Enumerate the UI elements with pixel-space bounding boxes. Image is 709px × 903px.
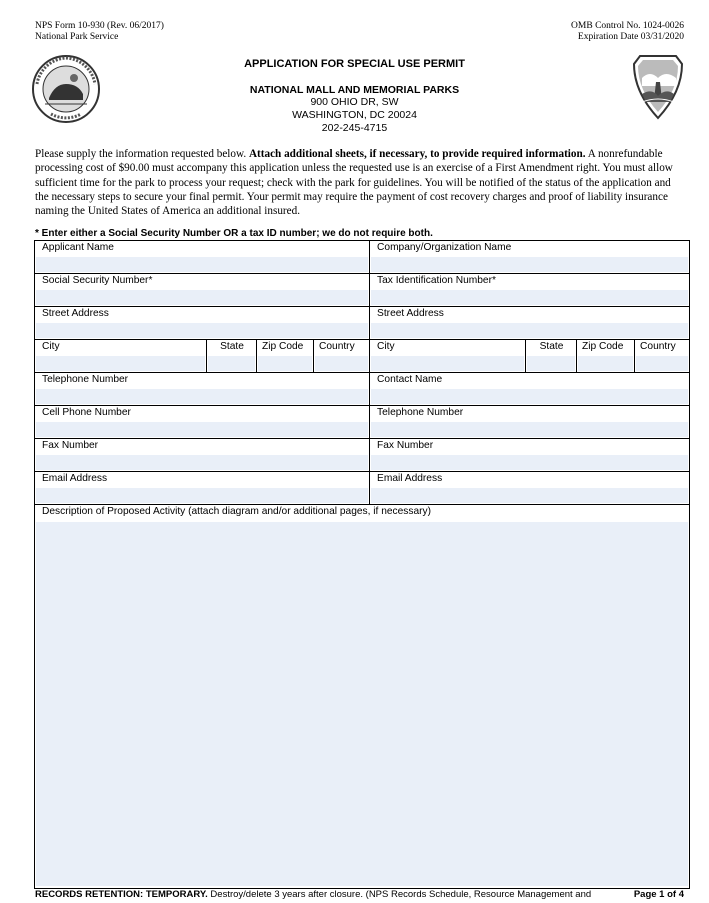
zip-right-input[interactable] <box>578 356 633 371</box>
street-left-cell <box>35 307 370 340</box>
company-name-cell <box>370 241 690 274</box>
form-id-block <box>35 21 164 43</box>
fax-left-input[interactable] <box>36 455 368 470</box>
ssn-cell <box>35 274 370 307</box>
city-right-label: City <box>377 341 395 352</box>
omb-block <box>571 21 684 43</box>
park-street: 900 OHIO DR, SW <box>310 96 399 108</box>
email-right-label: Email Address <box>377 473 443 484</box>
city-right-input[interactable] <box>371 356 524 371</box>
retention-bold: RECORDS RETENTION: TEMPORARY. <box>35 889 208 900</box>
telephone-left-input[interactable] <box>36 389 368 404</box>
ssn-label: Social Security Number* <box>42 275 153 286</box>
form-number: NPS Form 10-930 (Rev. 06/2017) <box>35 21 164 31</box>
omb-control-number: OMB Control No. 1024-0026 <box>571 21 684 31</box>
contact-name-cell <box>370 373 690 406</box>
city-right-cell <box>370 340 526 373</box>
telephone-right-input[interactable] <box>371 422 688 437</box>
page-title: APPLICATION FOR SPECIAL USE PERMIT <box>244 58 465 70</box>
agency-name: National Park Service <box>35 32 119 42</box>
zip-left-cell <box>257 340 314 373</box>
retention-text: Destroy/delete 3 years after closure. (NPS Records Schedule, Resource Management and <box>207 889 592 900</box>
zip-left-label: Zip Code <box>262 341 304 352</box>
country-left-cell <box>314 340 370 373</box>
expiration-date: Expiration Date 03/31/2020 <box>577 32 684 42</box>
street-right-cell <box>370 307 690 340</box>
application-form-table <box>34 240 690 889</box>
description-label: Description of Proposed Activity (attach diagram and/or additional pages, if necessary) <box>42 506 432 517</box>
fax-left-label: Fax Number <box>42 440 99 451</box>
country-left-label: Country <box>319 341 355 352</box>
zip-right-label: Zip Code <box>582 341 624 352</box>
email-right-input[interactable] <box>371 488 688 503</box>
country-right-label: Country <box>640 341 676 352</box>
state-left-label: State <box>220 341 244 352</box>
fax-right-cell <box>370 439 690 472</box>
country-right-cell <box>635 340 690 373</box>
telephone-left-label: Telephone Number <box>42 374 129 385</box>
intro-bold-text: Attach additional sheets, if necessary, to provide required information. <box>248 148 586 160</box>
tax-id-label: Tax Identification Number* <box>377 275 496 286</box>
street-left-input[interactable] <box>36 323 368 338</box>
cell-phone-cell <box>35 406 370 439</box>
description-textarea[interactable] <box>36 522 688 886</box>
contact-name-input[interactable] <box>371 389 688 404</box>
email-left-input[interactable] <box>36 488 368 503</box>
state-right-label: State <box>539 341 564 352</box>
email-left-cell <box>35 472 370 505</box>
company-name-input[interactable] <box>371 257 688 272</box>
city-left-input[interactable] <box>36 356 205 371</box>
contact-name-label: Contact Name <box>377 374 443 385</box>
tax-id-cell <box>370 274 690 307</box>
city-left-cell <box>35 340 207 373</box>
telephone-right-label: Telephone Number <box>377 407 464 418</box>
page-number: Page 1 of 4 <box>633 889 684 900</box>
cell-phone-label: Cell Phone Number <box>42 407 131 418</box>
state-left-cell <box>207 340 257 373</box>
park-address <box>150 96 559 135</box>
cell-phone-input[interactable] <box>36 422 368 437</box>
intro-text-2: A nonrefundable processing cost of $90.00 must accompany this application unless the requested use is an exercise of a First Amendment right. You must allow sufficient time for the park to process your request; check with the park for guidelines. You will be notified of the status of the application and the necessary steps to secure your final permit. Your permit may require the payment of cost recovery charges and proof of liability insurance naming the United States of America an additional insured. <box>35 148 673 218</box>
telephone-left-cell <box>35 373 370 406</box>
email-right-cell <box>370 472 690 505</box>
applicant-name-input[interactable] <box>36 257 368 272</box>
doi-seal-logo <box>31 54 101 124</box>
fax-left-cell <box>35 439 370 472</box>
park-city: WASHINGTON, DC 20024 <box>292 109 417 121</box>
state-right-cell <box>526 340 577 373</box>
zip-right-cell <box>577 340 635 373</box>
fax-right-label: Fax Number <box>377 440 434 451</box>
company-name-label: Company/Organization Name <box>377 242 512 253</box>
state-right-input[interactable] <box>527 356 575 371</box>
street-right-input[interactable] <box>371 323 688 338</box>
tax-id-input[interactable] <box>371 290 688 305</box>
fax-right-input[interactable] <box>371 455 688 470</box>
city-left-label: City <box>42 341 60 352</box>
ssn-note: * Enter either a Social Security Number OR a tax ID number; we do not require both. <box>35 228 433 239</box>
country-right-input[interactable] <box>636 356 688 371</box>
applicant-name-cell <box>35 241 370 274</box>
ssn-input[interactable] <box>36 290 368 305</box>
description-cell <box>35 505 690 889</box>
email-left-label: Email Address <box>42 473 108 484</box>
intro-paragraph <box>35 147 677 218</box>
nps-arrowhead-logo <box>632 52 684 120</box>
park-name: NATIONAL MALL AND MEMORIAL PARKS <box>249 84 460 96</box>
intro-text-1: Please supply the information requested below. <box>35 148 249 160</box>
telephone-right-cell <box>370 406 690 439</box>
applicant-name-label: Applicant Name <box>42 242 114 253</box>
street-left-label: Street Address <box>42 308 109 319</box>
country-left-input[interactable] <box>315 356 368 371</box>
park-phone: 202-245-4715 <box>321 122 388 134</box>
records-retention-footer <box>35 889 591 900</box>
state-left-input[interactable] <box>208 356 255 371</box>
zip-left-input[interactable] <box>258 356 312 371</box>
street-right-label: Street Address <box>377 308 444 319</box>
